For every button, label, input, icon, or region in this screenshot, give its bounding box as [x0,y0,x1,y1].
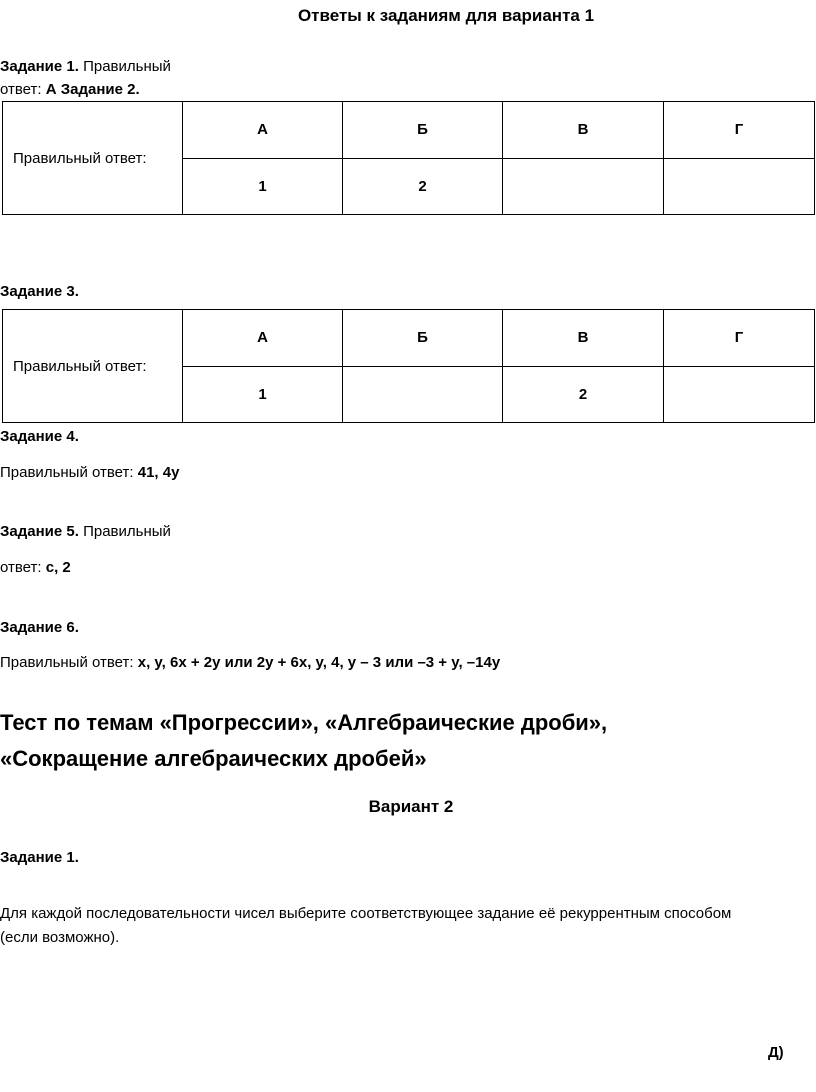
task2-value-v [503,158,664,215]
variant-heading: Вариант 2 [368,797,454,816]
task1-text-line1: Правильный [78,58,171,75]
task1-answer: А [45,81,57,98]
test-heading-line1: Тест по темам «Прогрессии», «Алгебраические дроби», [0,710,608,735]
task2-value-b: 2 [343,158,503,215]
task2-header-v: В [503,102,664,159]
v2-task1-label: Задание 1. [0,849,79,866]
task3-header-v: В [503,310,664,367]
task6-line [0,654,500,672]
task2-header-a: А [183,102,343,159]
task1-line1 [0,58,171,76]
task5-label: Задание 5. [0,523,79,540]
task4-label: Задание 4. [0,428,79,445]
task1-line2 [0,81,140,99]
task5-text-line1: Правильный [78,523,171,540]
task3-value-g [664,366,815,423]
task4-text: Правильный ответ: [0,464,138,481]
task3-value-b [343,366,503,423]
task3-row-label: Правильный ответ: [3,310,183,423]
task3-answer-table [2,309,815,423]
task4-answer: 41, 4y [137,464,180,481]
task6-answer: x, y, 6x + 2y или 2y + 6x, y, 4, y – 3 или –3 + y, –14y [137,654,501,671]
answers-heading: Ответы к заданиям для варианта 1 [297,6,595,25]
task3-value-v: 2 [503,366,664,423]
task2-value-a: 1 [183,158,343,215]
task4-line [0,464,179,482]
task3-header-b: Б [343,310,503,367]
task3-header-a: А [183,310,343,367]
task3-value-a: 1 [183,366,343,423]
task2-value-g [664,158,815,215]
v2-task1-text-line1: Для каждой последовательности чисел выберите соответствующее задание её рекуррентным способом [0,905,732,922]
task5-line2 [0,559,71,577]
task1-text-line2: ответ: [0,81,46,98]
task2-header-b: Б [343,102,503,159]
task6-text: Правильный ответ: [0,654,138,671]
task6-label: Задание 6. [0,619,79,636]
v2-task1-text-line2: (если возможно). [0,929,120,946]
task2-header-g: Г [664,102,815,159]
task1-label: Задание 1. [0,58,79,75]
task2-label: Задание 2. [60,81,140,98]
test-heading-line2: «Сокращение алгебраических дробей» [0,746,427,771]
task2-answer-table [2,101,815,215]
footer-option: Д) [768,1044,784,1061]
task5-text-line2: ответ: [0,559,46,576]
task2-row-label: Правильный ответ: [3,102,183,215]
task3-header-g: Г [664,310,815,367]
task3-label: Задание 3. [0,283,79,300]
task5-answer: c, 2 [45,559,71,576]
task5-line1 [0,523,171,541]
